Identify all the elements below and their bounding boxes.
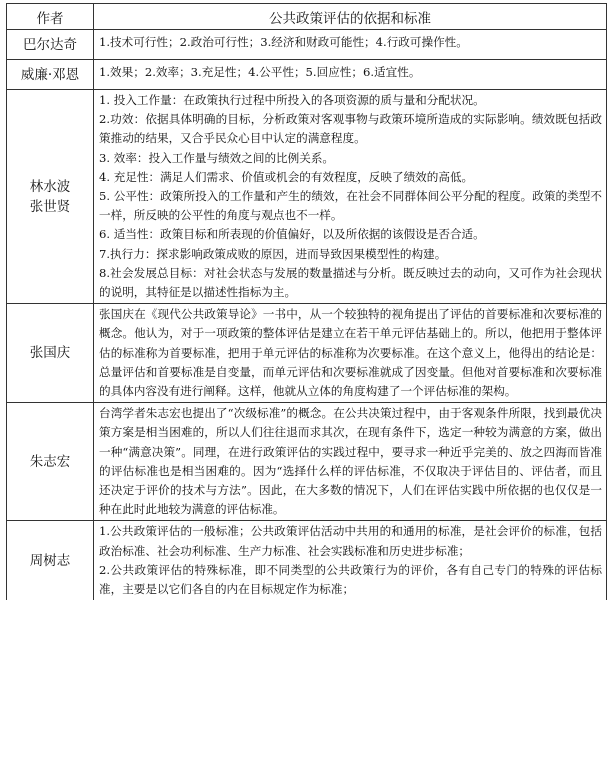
author-name: 巴尔达奇 [23, 36, 77, 53]
content-cell [94, 60, 607, 90]
author-name: 张国庆 [29, 345, 71, 362]
content-cell [94, 304, 607, 403]
content-cell [94, 30, 607, 60]
content-paragraph: 6. 适当性：政策目标和所表现的价值偏好，以及所依据的该假设是否合适。 [99, 227, 485, 242]
content-cell [94, 90, 607, 304]
author-cell [7, 30, 94, 60]
content-paragraph: 7.执行力：探求影响政策成败的原因，进而导致因果模型性的构建。 [99, 246, 447, 261]
author-name: 林水波 [29, 178, 71, 195]
content-paragraph: 1. 投入工作量：在政策执行过程中所投入的各项资源的质与量和分配状况。 [99, 93, 485, 107]
content-paragraph: 1.公共政策评估的一般标准；公共政策评估活动中共用的和通用的标准，是社会评价的标准，包括政治标准、社会功利标准、生产力标准、社会实践标准和历史进步标准； [99, 524, 602, 558]
header-author: 作者 [7, 4, 94, 30]
author-cell [7, 60, 94, 90]
author-cell [7, 304, 94, 403]
content-paragraph: 2.公共政策评估的特殊标准，即不同类型的公共政策行为的评价，各有自己专门的特殊的评估标准，主要是以它们各自的内在目标规定作为标准； [99, 562, 602, 597]
content-paragraph: 张国庆在《现代公共政策导论》一书中，从一个较独特的视角提出了评估的首要标准和次要标准的概念。他认为，对于一项政策的整体评估是建立在若干单元评估基础上的。所以，他把用于整体评估的标准称为首要标准，把用于单元评估的标准称为次要标准。在这个意义上，他得出的结论是：总量评估和首要标准是自变量，而单元评估和次要标准就成了因变量。但他对首要标准和次要标准的具体内容没有进行阐释。这样，他就从立体的角度构建了一个评估标准的架构。 [99, 307, 602, 399]
table-row [7, 521, 607, 600]
author-name: 张世贤 [29, 198, 71, 215]
table-header-row [7, 4, 607, 30]
header-content: 公共政策评估的依据和标准 [94, 4, 607, 30]
content-paragraph: 3. 效率：投入工作量与绩效之间的比例关系。 [99, 150, 335, 165]
table-row [7, 60, 607, 90]
content-cell [94, 521, 607, 600]
author-name: 朱志宏 [29, 453, 71, 470]
content-paragraph: 台湾学者朱志宏也提出了“次级标准”的概念。在公共决策过程中，由于客观条件所限，找到最优决策方案是相当困难的，所以人们往往退而求其次，在现有条件下，选定一种较为满意的方案，做出一种“满意决策”。同理，在进行政策评估的实践过程中，要寻求一种近乎完美的、放之四海而皆准的评估标准也是相当困难的。因为“选择什么样的评估标准，不仅取决于评估目的、评估者，而且还决定于评价的技术与方法”。因此，在大多数的情况下，人们在评估实践中所依据的也仅仅是一种在此时此地较为满意的评估标准。 [99, 406, 602, 517]
author-name: 威廉·邓恩 [20, 66, 80, 83]
content-paragraph: 1.效果；2.效率；3.充足性；4.公平性；5.回应性；6.适宜性。 [99, 65, 421, 79]
content-cell [94, 403, 607, 521]
table-row [7, 403, 607, 521]
table-row [7, 304, 607, 403]
author-cell [7, 90, 94, 304]
content-paragraph: 2.功效：依据具体明确的目标，分析政策对客观事物与政策环境所造成的实际影响。绩效既包括政策推动的结果，又合乎民众心目中认定的满意程度。 [99, 112, 602, 146]
content-paragraph: 8.社会发展总目标：对社会状态与发展的数量描述与分析。既反映过去的动向，又可作为社会现状的说明，其特征是以描述性指标为主。 [99, 265, 602, 300]
content-paragraph: 4. 充足性：满足人们需求、价值或机会的有效程度，反映了绩效的高低。 [99, 169, 474, 184]
author-cell [7, 521, 94, 600]
table-row [7, 90, 607, 304]
table-row [7, 30, 607, 60]
evaluation-criteria-table [6, 3, 607, 600]
content-paragraph: 5. 公平性：政策所投入的工作量和产生的绩效，在社会不同群体间公平分配的程度。政策的类型不一样，所反映的公平性的角度与观点也不一样。 [99, 189, 602, 223]
content-paragraph: 1.技术可行性；2.政治可行性；3.经济和财政可能性；4.行政可操作性。 [99, 35, 468, 49]
author-name: 周树志 [29, 552, 71, 569]
author-cell [7, 403, 94, 521]
